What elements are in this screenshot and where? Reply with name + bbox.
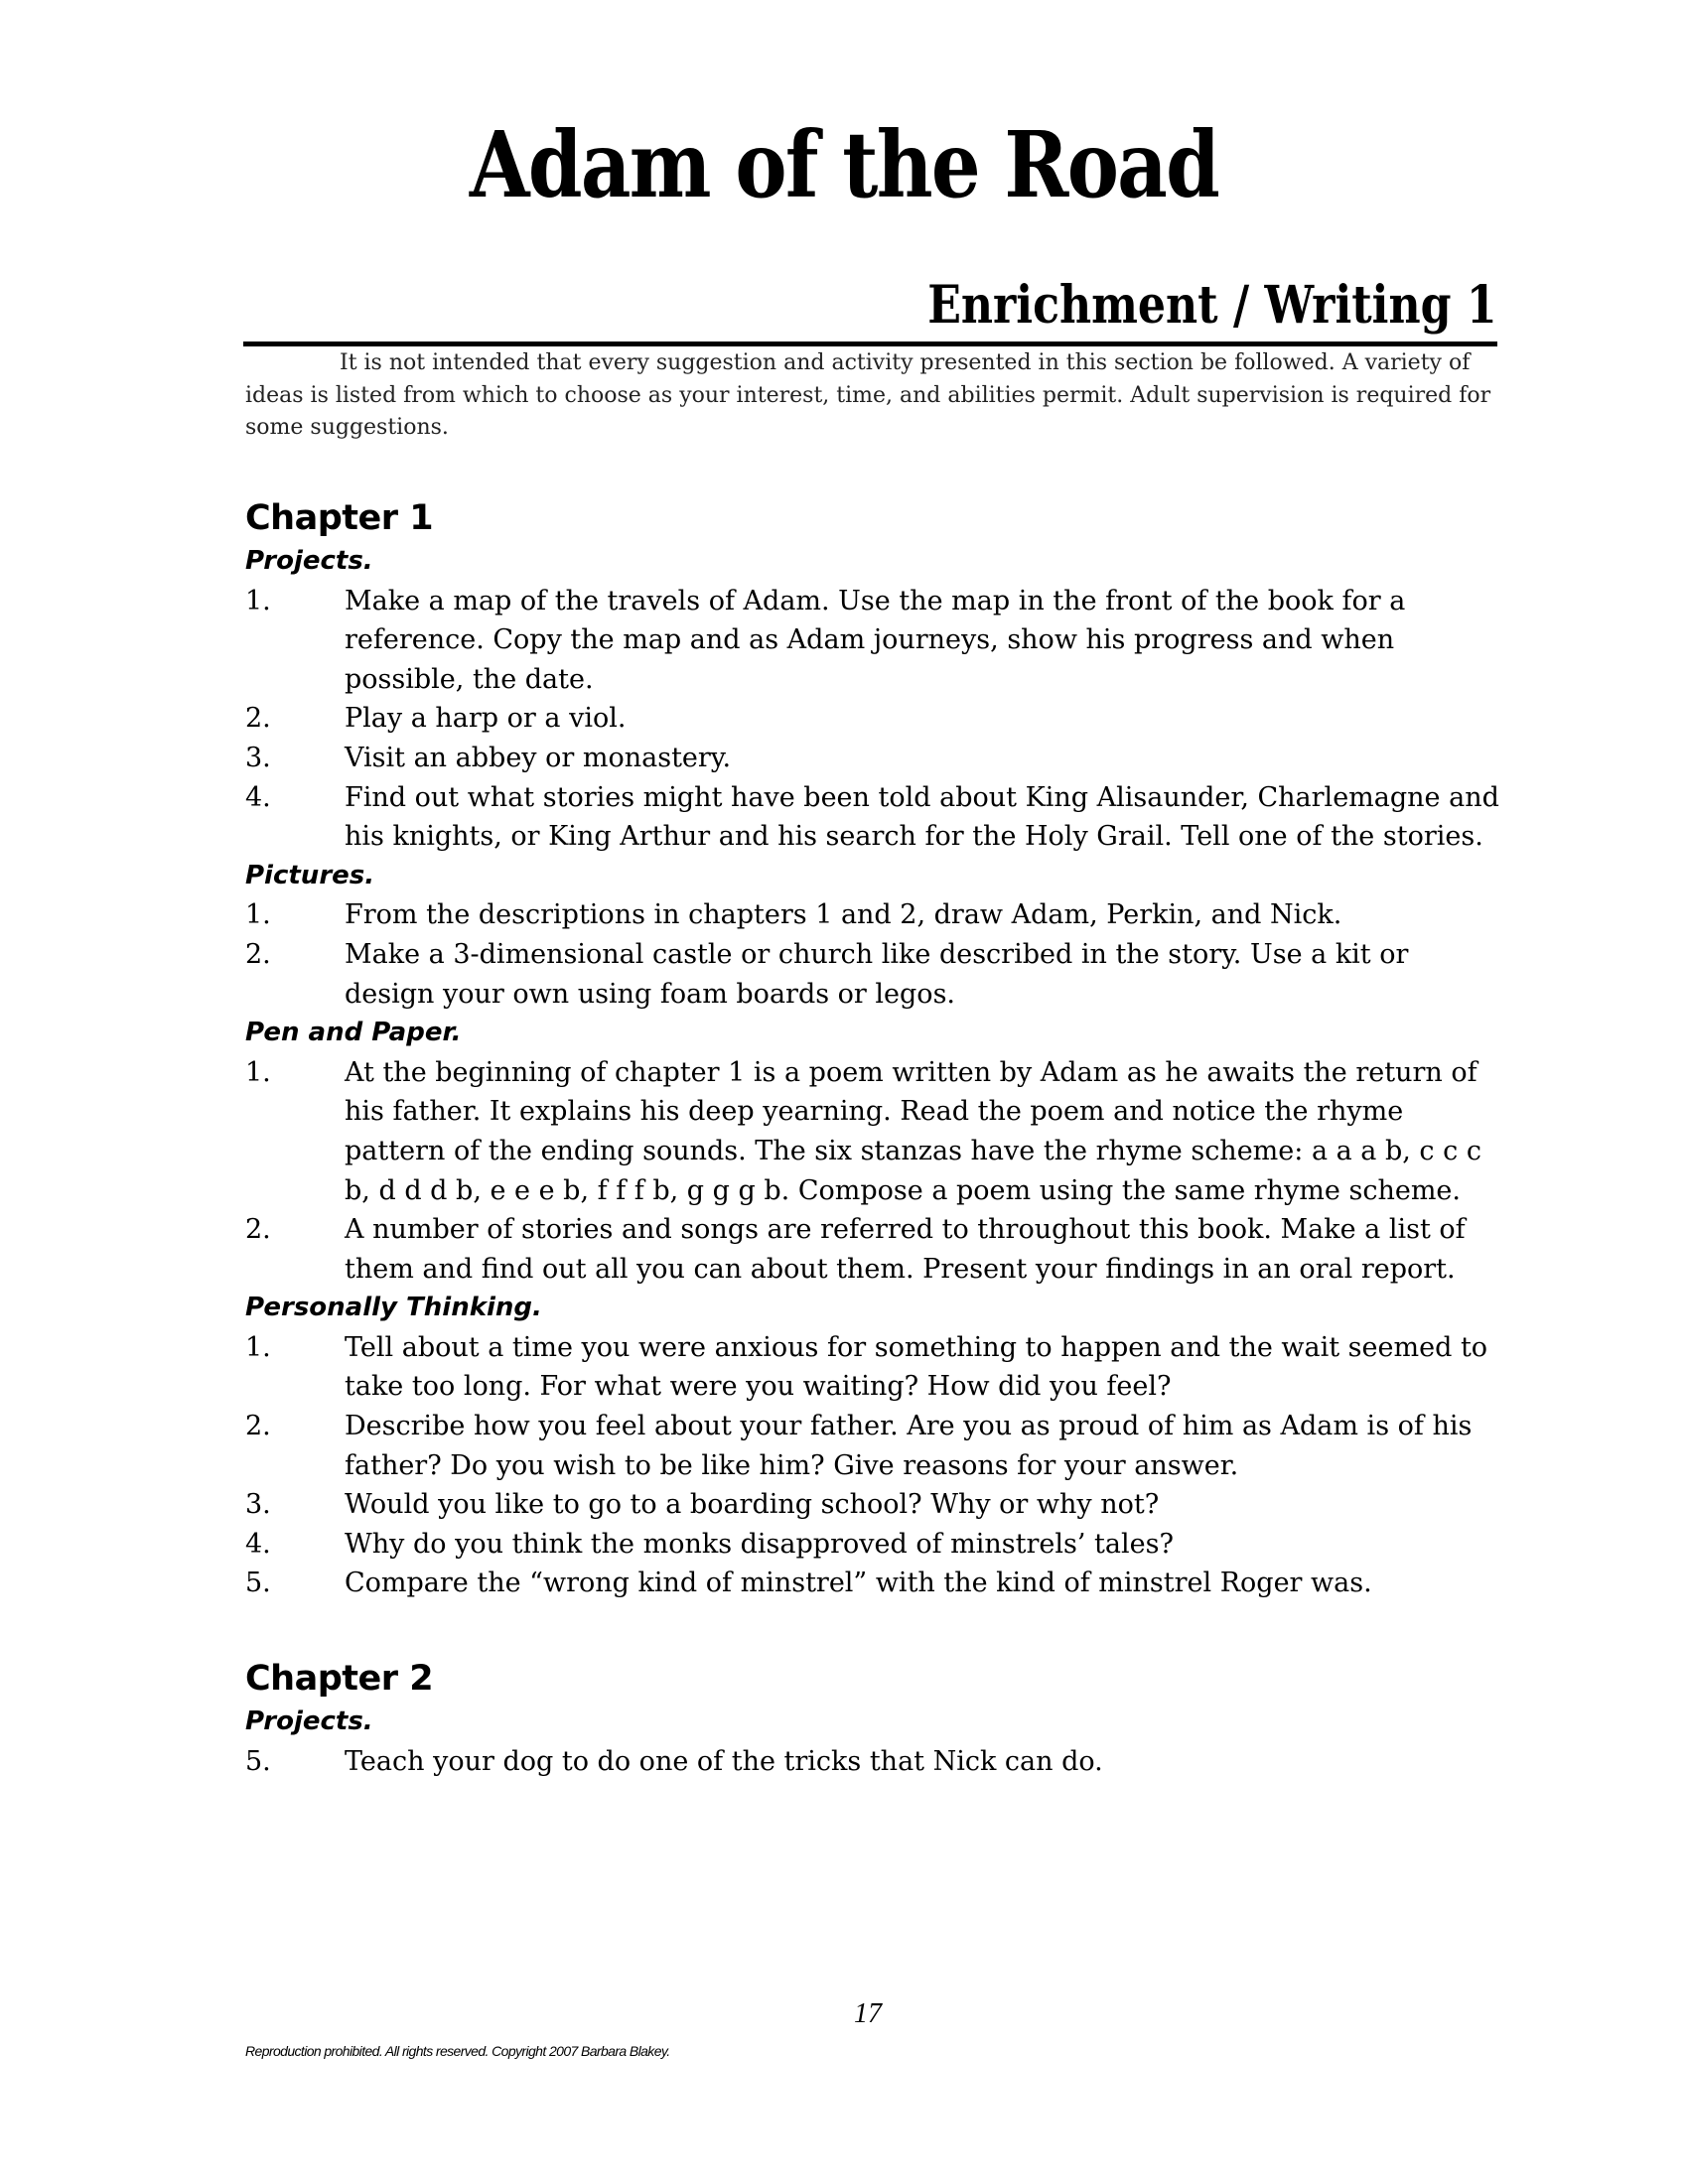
copyright-footer: Reproduction prohibited. All rights reserved. Copyright 2007 Barbara Blakey. — [245, 2043, 670, 2059]
item-text: Visit an abbey or monastery. — [345, 742, 732, 773]
list-item — [245, 778, 1506, 857]
list-item — [245, 1525, 1506, 1565]
intro-text: It is not intended that every suggestion and activity presented in this section be followed. A variety of ideas is listed from which to choose as your interest, time, and abilities permit. Adult supervision is required for some suggestions. — [245, 350, 1491, 440]
list-item — [245, 1485, 1506, 1525]
header-rule — [243, 341, 1497, 346]
item-text: Find out what stories might have been told about King Alisaunder, Charlemagne and his knights, or King Arthur and his search for the Holy Grail. Tell one of the stories. — [345, 781, 1499, 853]
chapter-heading: Chapter 1 — [245, 498, 434, 538]
item-number: 3. — [245, 742, 271, 773]
list-item — [245, 1742, 1506, 1782]
chapters-content — [245, 494, 1506, 1781]
list-item — [245, 1407, 1506, 1485]
item-text: Describe how you feel about your father. Are you as proud of him as Adam is of his father? Do you wish to be like him? Give reasons for your answer. — [345, 1411, 1473, 1481]
item-number: 1. — [245, 899, 271, 931]
item-text: A number of stories and songs are referred to throughout this book. Make a list of them and find out all you can about them. Present your findings in an oral report. — [345, 1214, 1466, 1285]
list-item — [245, 1328, 1506, 1407]
item-text: Make a map of the travels of Adam. Use the map in the front of the book for a reference. Copy the map and as Adam journeys, show his progress and when possible, the date. — [345, 585, 1406, 695]
item-number: 3. — [245, 1489, 271, 1521]
item-number: 2. — [245, 1411, 271, 1442]
item-number: 4. — [245, 781, 271, 813]
item-number: 2. — [245, 703, 271, 735]
document-title: Adam of the Road — [469, 111, 1219, 218]
item-number: 1. — [245, 585, 271, 616]
section-heading: Personally Thinking. — [245, 1293, 542, 1323]
list-item — [245, 739, 1506, 778]
item-text: Would you like to go to a boarding school? Why or why not? — [345, 1489, 1160, 1521]
item-number: 2. — [245, 1214, 271, 1246]
item-number: 5. — [245, 1568, 271, 1599]
chapter-heading: Chapter 2 — [245, 1659, 434, 1700]
section-heading: Projects. — [245, 1706, 373, 1737]
item-text: Play a harp or a viol. — [345, 703, 627, 735]
item-text: Make a 3-dimensional castle or church like described in the story. Use a kit or design your own using foam boards or legos. — [345, 938, 1409, 1010]
section-heading: Pictures. — [245, 860, 375, 890]
chapter-spacer — [245, 1603, 1506, 1655]
list-item — [245, 1210, 1506, 1289]
section-heading: Pen and Paper. — [245, 1018, 462, 1048]
item-text: Compare the “wrong kind of minstrel” with the kind of minstrel Roger was. — [345, 1568, 1372, 1599]
list-item — [245, 935, 1506, 1014]
item-text: Tell about a time you were anxious for something to happen and the wait seemed to take too long. For what were you waiting? How did you feel? — [345, 1331, 1488, 1403]
item-text: Teach your dog to do one of the tricks that Nick can do. — [345, 1745, 1103, 1777]
item-number: 2. — [245, 938, 271, 970]
list-item — [245, 1564, 1506, 1603]
item-text: From the descriptions in chapters 1 and 2, draw Adam, Perkin, and Nick. — [345, 899, 1342, 931]
item-number: 1. — [245, 1056, 271, 1088]
list-item — [245, 1053, 1506, 1210]
list-item — [245, 582, 1506, 700]
section-subtitle: Enrichment / Writing 1 — [927, 275, 1497, 336]
intro-paragraph — [245, 347, 1498, 445]
section-heading: Projects. — [245, 546, 373, 576]
item-text: At the beginning of chapter 1 is a poem written by Adam as he awaits the return of his father. It explains his deep yearning. Read the poem and notice the rhyme pattern of the ending sounds. The six stanzas have the rhyme scheme: a a a b, c c c b, d d d b, e e e b, f f f b, g g g b. Compose a poem using the same rhyme scheme. — [345, 1056, 1481, 1206]
item-text: Why do you think the monks disapproved of minstrels’ tales? — [345, 1528, 1174, 1560]
item-number: 4. — [245, 1528, 271, 1560]
list-item — [245, 699, 1506, 739]
item-number: 5. — [245, 1745, 271, 1777]
page-number: 17 — [854, 1998, 882, 2029]
item-number: 1. — [245, 1331, 271, 1363]
list-item — [245, 895, 1506, 935]
